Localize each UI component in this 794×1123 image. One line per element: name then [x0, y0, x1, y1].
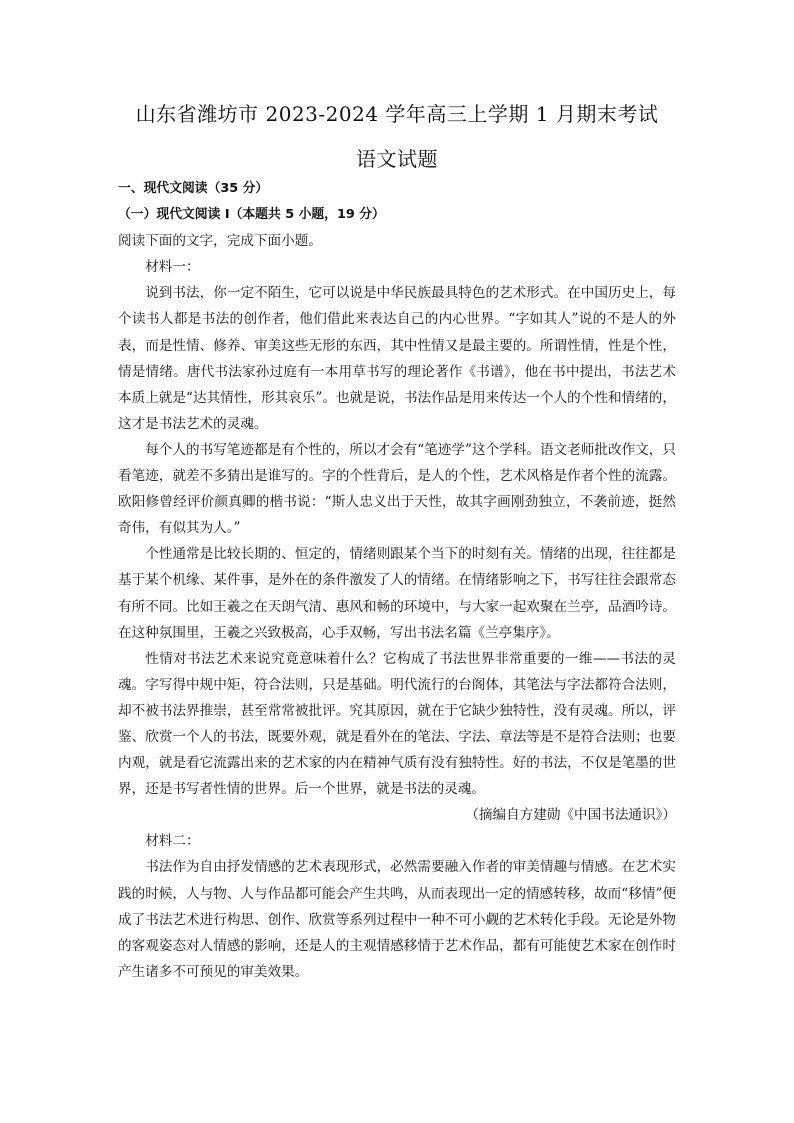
- document-subtitle: 语文试题: [356, 147, 438, 171]
- material-one-paragraph: 个性通常是比较长期的、恒定的，情绪则跟某个当下的时刻有关。情绪的出现，往往都是基于某个机缘、某件事，是外在的条件激发了人的情绪。在情绪影响之下，书写往往会跟常态有所不同。比如王羲之在天朗气清、惠风和畅的环境中，与大家一起欢聚在兰亭，品酒吟诗。在这种氛围里，王羲之兴致极高，心手双畅，写出书法名篇《兰亭集序》。: [118, 546, 676, 641]
- material-one-label: 材料一：: [145, 259, 200, 276]
- material-two-paragraph: 书法作为自由抒发情感的艺术表现形式，必然需要融入作者的审美情趣与情感。在艺术实践的时候，人与物、人与作品都可能会产生共鸣，从而表现出一定的情感转移，故而“移情”便成了书法艺术进行构思、创作、欣赏等系列过程中一种不可小觑的艺术转化手段。无论是外物的客观姿态对人情感的影响，还是人的主观情感移情于艺术作品，都有可能使艺术家在创作时产生诸多不可预见的审美效果。: [118, 859, 676, 980]
- instruction-text: 阅读下面的文字，完成下面小题。: [118, 233, 322, 250]
- material-one-paragraph: 说到书法，你一定不陌生，它可以说是中华民族最具特色的艺术形式。在中国历史上，每个读书人都是书法的创作者，他们借此来表达自己的内心世界。“字如其人”说的不是人的外表，而是性情、修养、审美这些无形的东西，其中性情又是最主要的。所谓性情，性是个性，情是情绪。唐代书法家孙过庭有一本用草书写的理论著作《书谱》，他在书中提出，书法艺术本质上就是“达其情性，形其哀乐”。也就是说，书法作品是用来传达一个人的个性和情绪的，这才是书法艺术的灵魂。: [118, 285, 676, 432]
- material-one-paragraph: 性情对书法艺术来说究竟意味着什么？它构成了书法世界非常重要的一维——书法的灵魂。字写得中规中矩，符合法则，只是基础。明代流行的台阁体，其笔法与字法都符合法则，却不被书法界推崇，甚至常常被批评。究其原因，就在于它缺少独特性，没有灵魂。所以，评鉴、欣赏一个人的书法，既要外观，就是看外在的笔法、字法、章法等是不是符合法则；也要内观，就是看它流露出来的艺术家的内在精神气质有没有独特性。好的书法，不仅是笔墨的世界，还是书写者性情的世界。后一个世界，就是书法的灵魂。: [118, 650, 676, 798]
- document-title: 山东省潍坊市 2023-2024 学年高三上学期 1 月期末考试: [135, 102, 659, 126]
- section-heading: 一、现代文阅读（35 分）: [118, 181, 269, 196]
- material-one-source: （摘编自方建勋《中国书法通识》）: [465, 807, 676, 824]
- document-body: [118, 176, 676, 985]
- material-two-label: 材料二：: [145, 833, 200, 850]
- section-subheading: （一）现代文阅读 I（本题共 5 小题，19 分）: [118, 207, 385, 223]
- material-one-paragraph: 每个人的书写笔迹都是有个性的，所以才会有“笔迹学”这个学科。语文老师批改作文，只看笔迹，就差不多猜出是谁写的。字的个性背后，是人的个性，艺术风格是作者个性的流露。欧阳修曾经评价颜真卿的楷书说：“斯人忠义出于天性，故其字画刚劲独立，不袭前迹，挺然奇伟，有似其为人。”: [118, 441, 676, 537]
